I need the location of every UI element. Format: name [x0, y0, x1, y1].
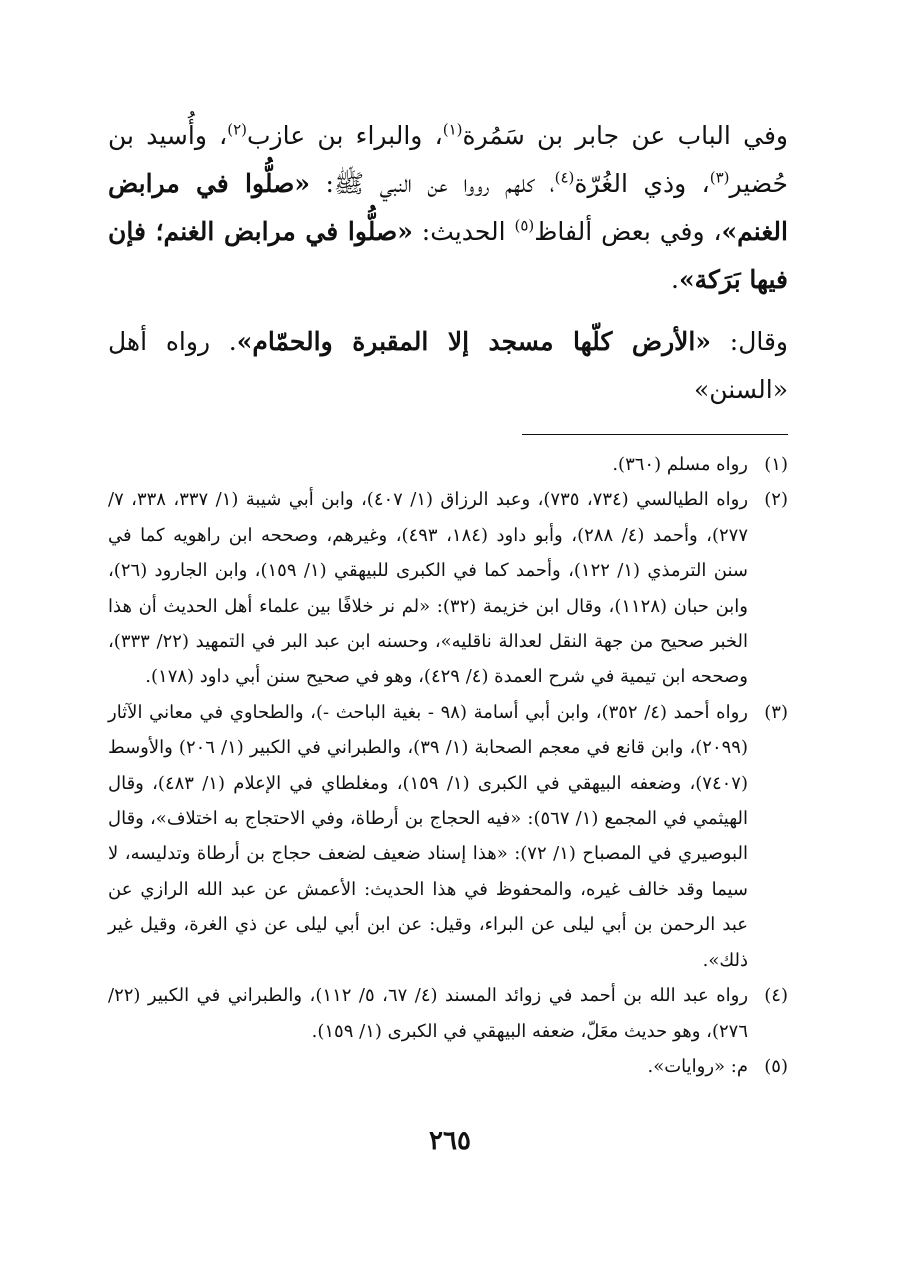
footnote-4: [108, 978, 788, 1049]
footnote-text: رواه أحمد (٤/ ٣٥٢)، وابن أبي أسامة (٩٨ - بغية الباحث -)، والطحاوي في معاني الآثار (٢٠٩٩)، وابن قانع في معجم الصحابة (١/ ٣٩)، والطبراني في الكبير (١/ ٢٠٦) والأوسط (٧٤٠٧)، وضعفه البيهقي في الكبرى (١/ ١٥٩)، ومغلطاي في الإعلام (١/ ٤٨٣)، وقال الهيثمي في المجمع (١/ ٥٦٧): «فيه الحجاج بن أرطاة، وفي الاحتجاج به اختلاف»، وقال البوصيري في المصباح (١/ ٧٢): «هذا إسناد ضعيف لضعف حجاج بن أرطاة وتدليسه، لا سيما وقد خالف غيره، والمحفوظ في هذا الحديث: الأعمش عن عبد الله الرازي عن عبد الرحمن بن أبي ليلى عن البراء، وقيل: عن ابن أبي ليلى عن ذي الغرة، وقيل غير ذلك».: [108, 701, 748, 971]
footnote-number: (٢): [764, 489, 788, 511]
hadith-quote: «صلُّوا في مرابض الغنم»: [108, 169, 788, 246]
footnote-2: [108, 482, 788, 694]
footnotes: [108, 447, 788, 1084]
main-text: [108, 112, 788, 414]
footnote-ref-5[interactable]: (٥): [514, 216, 535, 235]
footnote-text: رواه عبد الله بن أحمد في زوائد المسند (٤/ ٦٧، ٥/ ١١٢)، والطبراني في الكبير (٢٢/ ٢٧٦)، وهو حديث معَلّ، ضعفه البيهقي في الكبرى (١/ ١٥٩).: [108, 985, 749, 1042]
footnote-ref-2[interactable]: (٢): [227, 120, 248, 139]
footnote-text: رواه الطيالسي (٧٣٤، ٧٣٥)، وعبد الرزاق (١/ ٤٠٧)، وابن أبي شيبة (١/ ٣٣٧، ٣٣٨، ٧/ ٢٧٧)، وأحمد (٤/ ٢٨٨)، وأبو داود (١٨٤، ٤٩٣)، وغيرهم، وصححه ابن راهويه كما في سنن الترمذي (١/ ١٢٢)، وأحمد كما في الكبرى للبيهقي (١/ ١٥٩)، وابن الجارود (٢٦)، وابن حبان (١١٢٨)، وقال ابن خزيمة (٣٢): «لم نر خلافًا بين علماء أهل الحديث أن هذا الخبر صحيح من جهة النقل لعدالة ناقليه»، وحسنه ابن عبد البر في التمهيد (٢٢/ ٣٣٣)، وصححه ابن تيمية في شرح العمدة (٤/ ٤٢٩)، وهو في صحيح سنن أبي داود (١٧٨).: [108, 489, 749, 688]
footnote-text: م: «روايات».: [647, 1055, 748, 1077]
main-paragraph-1: وفي الباب عن جابر بن سَمُرة$^{(١)}$، والبراء بن عازب$^{(٢)}$، وأُسيد بن حُضير$^{(٣)}$، وذي الغُرّة$^{(٤)}$، كلهم رووا عن النبي ﷺ: «صلُّوا في مرابض الغنم»، وفي بعض ألفاظ$^{(٥)}$ الحديث: «صلُّوا في مرابض الغنم؛ فإن فيها بَرَكة».: [108, 120, 788, 294]
main-paragraph-2: وقال: «الأرض كلّها مسجد إلا المقبرة والحمّام». رواه أهل «السنن»: [108, 327, 788, 404]
footnote-number: (١): [764, 454, 788, 475]
footnote-ref-3[interactable]: (٣): [709, 168, 730, 187]
footnote-number: (٣): [764, 701, 788, 723]
footnote-number: (٤): [764, 985, 788, 1007]
page-number: ٢٦٥: [429, 1126, 471, 1156]
hadith-quote: «الأرض كلّها مسجد إلا المقبرة والحمّام»: [236, 327, 711, 356]
footnote-number: (٥): [764, 1055, 788, 1077]
footnote-3: [108, 695, 788, 978]
footnote-ref-1[interactable]: (١): [442, 120, 463, 139]
footnote-text: رواه مسلم (٣٦٠).: [612, 454, 748, 475]
hadith-quote: «صلُّوا في مرابض الغنم؛ فإن فيها بَرَكة»: [108, 217, 788, 294]
page-body: [108, 112, 788, 1084]
footnote-separator: [522, 434, 788, 435]
footnote-ref-4[interactable]: (٤): [554, 168, 575, 187]
footnote-1: [108, 447, 788, 482]
footnote-5: [108, 1049, 788, 1084]
